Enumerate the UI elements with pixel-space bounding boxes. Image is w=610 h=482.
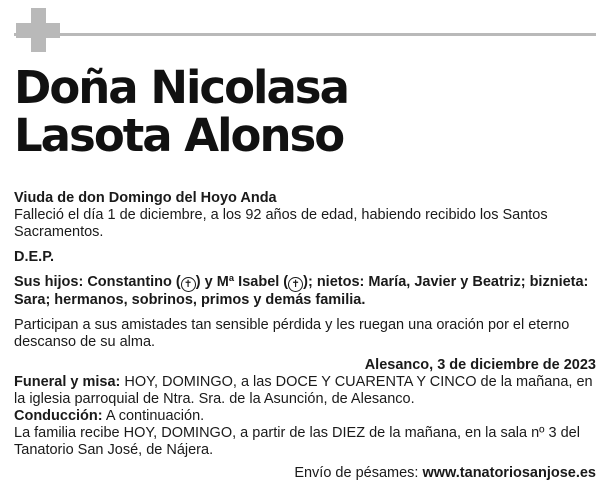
funeral-label: Funeral y misa: — [14, 374, 121, 390]
family-part2: ) y Mª Isabel ( — [195, 274, 289, 290]
header-rule — [14, 33, 596, 36]
conduction-text: A continuación. — [102, 408, 205, 424]
place-date: Alesanco, 3 de diciembre de 2023 — [364, 357, 596, 373]
dep-line: D.E.P. — [14, 249, 55, 265]
conduction-info — [14, 408, 596, 425]
funeral-text: HOY, DOMINGO, a las DOCE Y CUARENTA Y CINCO de la mañana, en la iglesia parroquial de Ntra. Sra. de la Asunción, de Alesanco. — [14, 374, 593, 407]
funeral-info — [14, 374, 596, 408]
family-list — [14, 274, 596, 309]
deceased-name-line1: Doña Nicolasa — [14, 61, 348, 114]
latin-cross-icon — [16, 8, 60, 52]
death-notice: Falleció el día 1 de diciembre, a los 92 años de edad, habiendo recibido los Santos Sacramentos. — [14, 207, 548, 240]
condolences-url[interactable]: www.tanatoriosanjose.es — [422, 465, 596, 481]
widow-line: Viuda de don Domingo del Hoyo Anda — [14, 190, 277, 206]
conduction-label: Conducción: — [14, 408, 103, 424]
invitation-text: Participan a sus amistades tan sensible pérdida y les ruegan una oración por el eterno descanso de su alma. — [14, 317, 570, 350]
deceased-name — [14, 61, 604, 162]
cross-symbol-icon: ✝ — [288, 277, 303, 292]
family-part1: Sus hijos: Constantino ( — [14, 274, 181, 290]
reception-info: La familia recibe HOY, DOMINGO, a partir de las DIEZ de la mañana, en la sala nº 3 del Tanatorio San José, de Nájera. — [14, 425, 580, 458]
family-part3: ); nietos: María, Javier y Beatriz; biznieta: Sara; hermanos, sobrinos, primos y demás familia. — [14, 274, 589, 308]
condolences-line — [14, 465, 596, 482]
cross-symbol-icon: ✝ — [181, 277, 196, 292]
deceased-name-line2: Lasota Alonso — [14, 109, 344, 162]
obituary-body — [14, 190, 596, 482]
condolences-label: Envío de pésames: — [294, 465, 423, 481]
